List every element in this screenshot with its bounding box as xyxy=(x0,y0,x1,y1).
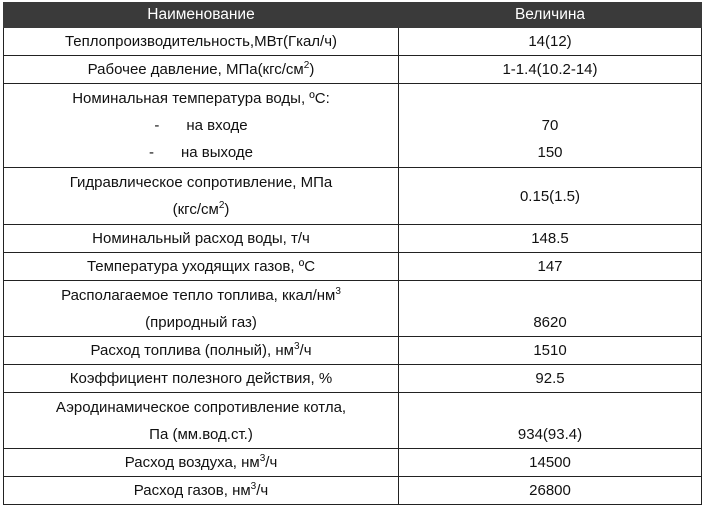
blank-line xyxy=(399,85,701,112)
dash: - xyxy=(154,117,160,134)
sub-item xyxy=(4,112,398,139)
row-name-text: /ч xyxy=(265,454,278,471)
row-name xyxy=(4,393,399,449)
row-name-line xyxy=(4,196,398,223)
row-value: 1510 xyxy=(399,337,702,365)
table-row xyxy=(4,28,702,56)
row-name xyxy=(4,56,399,84)
row-name-line: Гидравлическое сопротивление, МПа xyxy=(69,174,333,191)
row-name xyxy=(4,477,399,505)
header-name: Наименование xyxy=(4,3,399,28)
row-name xyxy=(4,337,399,365)
row-name-text: /ч xyxy=(299,342,312,359)
superscript: 3 xyxy=(250,481,257,492)
superscript: 3 xyxy=(293,341,300,352)
row-name-text: Расход топлива (полный), нм xyxy=(90,342,294,359)
row-name-text: ) xyxy=(309,61,315,78)
row-value: 0.15(1.5) xyxy=(399,168,702,225)
row-name xyxy=(4,168,399,225)
superscript: 3 xyxy=(335,285,341,297)
row-value-line: 934(93.4) xyxy=(517,425,583,443)
superscript: 3 xyxy=(259,453,266,464)
table-row xyxy=(4,337,702,365)
row-value: 147 xyxy=(399,253,702,281)
row-name xyxy=(4,84,399,168)
row-value-line: 8620 xyxy=(533,313,567,331)
row-value xyxy=(399,281,702,337)
row-value: 26800 xyxy=(399,477,702,505)
table-row xyxy=(4,253,702,281)
sub-label: на выходе xyxy=(181,144,253,161)
row-name-line: (природный газ) xyxy=(145,313,257,331)
row-name: Номинальный расход воды, т/ч xyxy=(4,225,399,253)
header-value: Величина xyxy=(399,3,702,28)
row-name-line: Номинальная температура воды, ºС: xyxy=(72,90,330,107)
table-row xyxy=(4,225,702,253)
row-name: Коэффициент полезного действия, % xyxy=(4,365,399,393)
spec-table-container xyxy=(3,2,701,505)
row-value: 148.5 xyxy=(399,225,702,253)
blank-line xyxy=(399,394,701,421)
dash: - xyxy=(149,144,154,161)
row-name-line: Аэродинамическое сопротивление котла, xyxy=(55,398,347,416)
row-name-text: Располагаемое тепло топлива, ккал/нм xyxy=(61,286,336,304)
row-value: 14500 xyxy=(399,449,702,477)
row-value xyxy=(399,84,702,168)
table-row xyxy=(4,84,702,168)
row-value: 1-1.4(10.2-14) xyxy=(399,56,702,84)
row-name xyxy=(4,449,399,477)
table-row xyxy=(4,393,702,449)
row-name-line: Па (мм.вод.ст.) xyxy=(149,425,253,443)
blank-line xyxy=(399,282,701,309)
row-value: 92.5 xyxy=(399,365,702,393)
table-row xyxy=(4,56,702,84)
table-row xyxy=(4,477,702,505)
row-name: Температура уходящих газов, ºС xyxy=(4,253,399,281)
superscript: 2 xyxy=(303,60,310,71)
row-name: Теплопроизводительность,МВт(Гкал/ч) xyxy=(4,28,399,56)
row-name-text: (кгс/см xyxy=(172,201,219,218)
row-name-text: /ч xyxy=(256,482,269,499)
sub-value: 70 xyxy=(541,117,559,134)
row-name-line xyxy=(4,282,398,309)
table-row xyxy=(4,168,702,225)
row-name xyxy=(4,281,399,337)
row-name-text: Рабочее давление, МПа(кгс/см xyxy=(87,61,304,78)
row-name-text: ) xyxy=(224,201,230,218)
row-name-text: Расход воздуха, нм xyxy=(124,454,260,471)
table-row xyxy=(4,365,702,393)
boiler-spec-table xyxy=(3,2,702,505)
sub-label: на входе xyxy=(186,117,248,134)
superscript: 2 xyxy=(218,200,225,211)
row-value: 14(12) xyxy=(399,28,702,56)
row-value xyxy=(399,393,702,449)
table-row xyxy=(4,281,702,337)
sub-item xyxy=(4,139,398,166)
sub-value: 150 xyxy=(537,144,563,161)
row-name-text: Расход газов, нм xyxy=(133,482,251,499)
table-row xyxy=(4,449,702,477)
table-header-row xyxy=(4,3,702,28)
